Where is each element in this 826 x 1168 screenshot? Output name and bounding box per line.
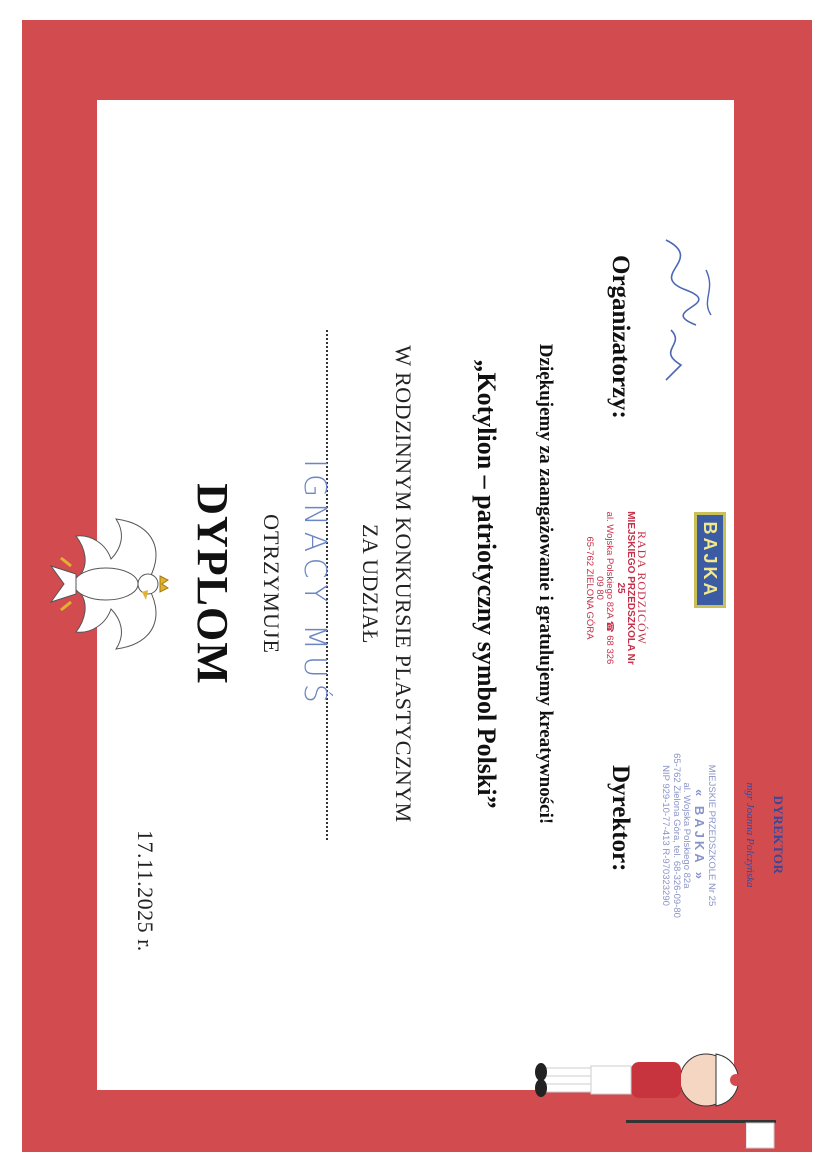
recipient-name: IGNACY MUŚ: [297, 459, 332, 709]
certificate-title: DYPLOM: [188, 483, 237, 685]
receives-label: OTRZYMUJE: [259, 514, 284, 654]
organizer-signatures: [636, 230, 726, 390]
organizers-label: Organizatorzy:: [607, 255, 634, 419]
parents-council-stamp: RADA RODZICÓW MIEJSKIEGO PRZEDSZKOLA Nr 25 al. Wojska Polskiego 82A ☎ 68 326 09 80 65-762 ZIELONA GÓRA: [584, 511, 649, 665]
bajka-logo: BAJKA: [694, 512, 726, 608]
mascot-with-flag-icon: [526, 1040, 786, 1150]
contest-subject: „Kotylion – patriotyczny symbol Polski”: [472, 359, 501, 809]
thanks-line: Dziękujemy za zaangażowanie i gratulujemy kreatywności!: [535, 343, 556, 825]
issue-date: 17.11.2025 r.: [133, 830, 158, 952]
eagle-emblem-icon: [46, 514, 176, 654]
contest-name: W RODZINNYM KONKURSIE PLASTYCZNYM: [391, 345, 416, 823]
director-label: Dyrektor:: [607, 765, 634, 872]
director-stamp: DYREKTOR mgr Joanna Polczyńska: [744, 782, 786, 888]
participation-label: ZA UDZIAŁ: [358, 524, 383, 644]
school-stamp: MIEJSKIE PRZEDSZKOLE Nr 25 « BAJKA » al. Wojska Polskiego 82a 65-762 Zielona Góra, tel. 68-326-09-80 NIP 929-10-77-413 R-970323290: [660, 753, 717, 918]
